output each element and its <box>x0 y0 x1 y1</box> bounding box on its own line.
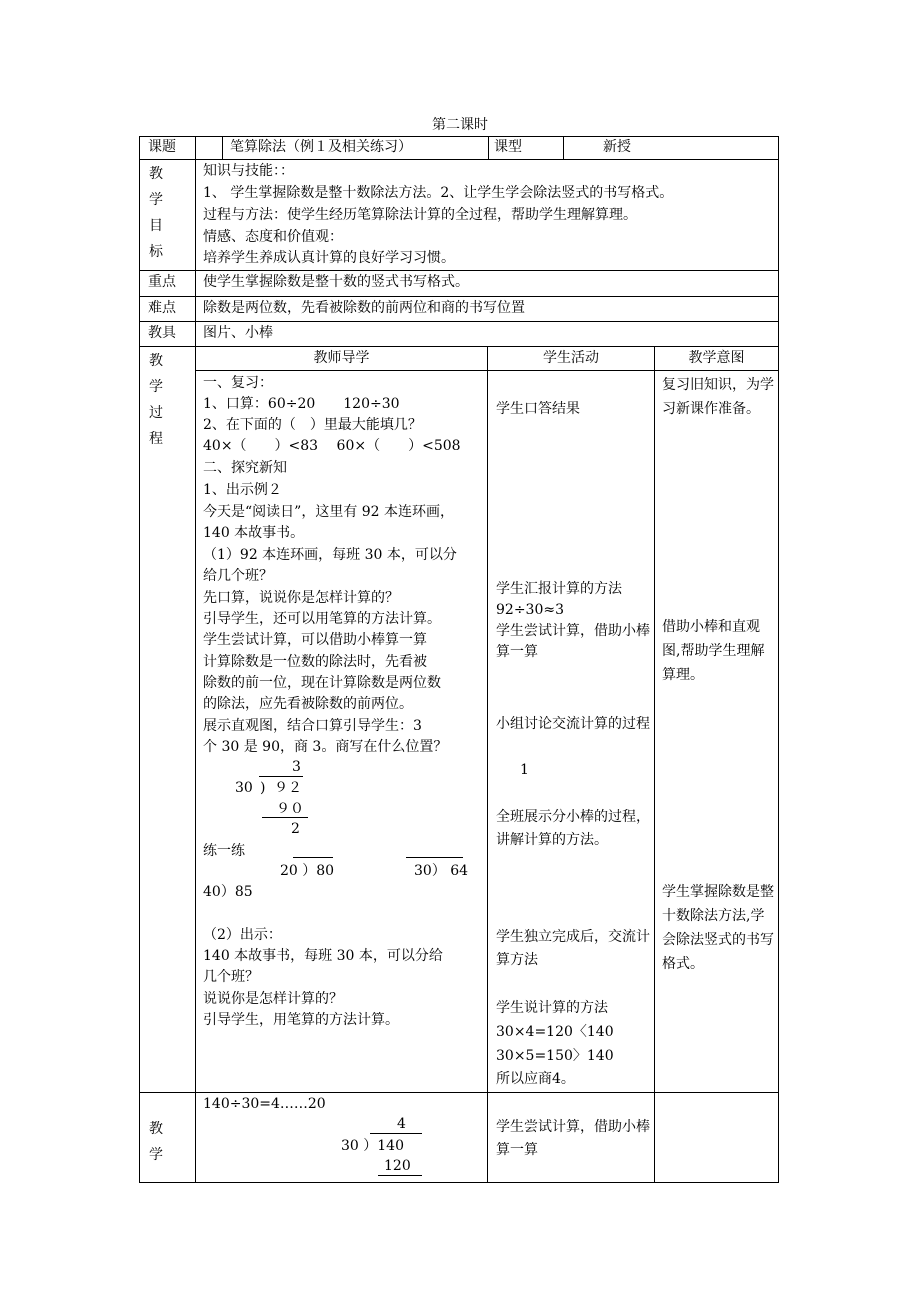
bottom-student-activity: 学生尝试计算，借助小棒算一算 <box>496 1119 650 1158</box>
goals-line: 过程与方法：使学生经历笔算除法计算的全过程，帮助学生理解算理。 <box>203 207 637 223</box>
type-label: 课型 <box>494 139 522 155</box>
teacher-line: 除数的前一位，现在计算除数是两位数 <box>203 675 441 691</box>
page-title: 第二课时 <box>432 117 488 133</box>
division-quotient: 3 <box>292 759 301 775</box>
teacher-line: （1）92 本连环画，每班 30 本，可以分 <box>203 547 457 563</box>
teaching-intent: 复习旧知识，为学习新课作准备。 <box>662 377 774 417</box>
teacher-line: 的除法，应先看被除数的前两位。 <box>203 696 413 712</box>
topic-value: 笔算除法（例１及相关练习） <box>230 139 412 155</box>
col-divider <box>222 136 223 160</box>
teacher-line: 先口算，说说你是怎样计算的？ <box>203 590 399 606</box>
teacher-line: 今天是“阅读日”，这里有 92 本连环画， <box>203 504 455 520</box>
row-divider <box>139 321 779 322</box>
teacher-line: 个 30 是 90，商 3。商写在什么位置？ <box>203 739 448 755</box>
goals-line: 知识与技能：： <box>203 163 294 179</box>
goals-line: 1、 学生掌握除数是整十数除法方法。2、让学生学会除法竖式的书写格式。 <box>203 185 674 201</box>
col-divider <box>488 136 489 160</box>
division-bar <box>370 1133 422 1134</box>
teacher-line: 140 本故事书，每班 30 本，可以分给 <box>203 948 443 964</box>
bottom-equation: 140÷30=4……20 <box>203 1096 326 1112</box>
division-remainder: 2 <box>291 821 300 837</box>
teacher-line: 引导学生，还可以用笔算的方法计算。 <box>203 611 441 627</box>
tools-label: 教具 <box>148 325 176 341</box>
process-label: 教 学 过 程 <box>149 353 163 447</box>
row-divider <box>139 346 779 347</box>
division-bar <box>259 776 303 777</box>
student-column-header: 学生活动 <box>543 350 599 366</box>
student-activity: 92÷30≈3 <box>496 602 564 618</box>
student-activity: 学生说计算的方法 <box>496 1000 608 1016</box>
teacher-line: 140 本故事书。 <box>203 525 305 541</box>
col-divider <box>654 346 655 1183</box>
teaching-intent: 学生掌握除数是整十数除法方法,学会除法竖式的书写格式。 <box>662 884 774 972</box>
bottom-label: 教 学 <box>149 1121 163 1163</box>
teacher-line: （2）出示： <box>203 927 282 943</box>
practice-bar <box>293 857 333 858</box>
student-activity: 学生独立完成后，交流计算方法 <box>496 929 650 968</box>
student-activity: 30×5=150〉140 <box>496 1048 614 1064</box>
teacher-line: 几个班？ <box>203 969 259 985</box>
division-dividend: ９２ <box>274 780 302 796</box>
teacher-line: 展示直观图，结合口算引导学生：3 <box>203 718 422 734</box>
division2-product: 120 <box>384 1158 411 1174</box>
teacher-line: 引导学生，用笔算的方法计算。 <box>203 1012 399 1028</box>
difficulty-label: 难点 <box>148 300 176 316</box>
division2-expression: 30 ）140 <box>341 1138 404 1154</box>
teacher-line: 计算除数是一位数的除法时，先看被 <box>203 654 427 670</box>
student-activity: 所以应商4。 <box>496 1071 575 1087</box>
student-activity: 学生口答结果 <box>496 401 580 417</box>
practice-item: 40）85 <box>203 884 253 900</box>
student-activity: 学生汇报计算的方法 <box>496 581 622 597</box>
col-divider <box>195 159 196 1183</box>
row-divider <box>139 296 779 297</box>
division-bar <box>378 1175 422 1176</box>
student-activity: 30×4=120〈140 <box>496 1024 614 1040</box>
teacher-line: 二、探究新知 <box>203 460 287 476</box>
goals-line: 情感、态度和价值观： <box>203 229 343 245</box>
table-border-bottom <box>139 1182 779 1183</box>
teacher-line: 给几个班？ <box>203 568 273 584</box>
division-product: ９０ <box>276 801 304 817</box>
practice-bar <box>406 857 463 858</box>
topic-label: 课题 <box>148 139 176 155</box>
practice-label: 练一练 <box>203 843 245 859</box>
teacher-line: 1、口算：60÷20 120÷30 <box>203 396 400 412</box>
practice-item: 30） 64 <box>414 863 469 879</box>
student-activity: 小组讨论交流计算的过程 <box>496 716 650 732</box>
row-divider <box>139 270 779 271</box>
tools-value: 图片、小棒 <box>203 325 273 341</box>
practice-item: 20 ）80 <box>280 863 335 879</box>
teacher-line: 学生尝试计算，可以借助小棒算一算 <box>203 632 427 648</box>
goals-label: 教 学 目 标 <box>149 166 163 260</box>
division-divisor: 30 <box>235 780 253 796</box>
col-divider <box>195 136 196 160</box>
table-border-left <box>139 136 140 1183</box>
col-divider <box>487 346 488 1183</box>
type-value: 新授 <box>603 139 631 155</box>
teacher-line: 说说你是怎样计算的？ <box>203 991 343 1007</box>
student-activity: 全班展示分小棒的过程，讲解计算的方法。 <box>496 809 650 848</box>
row-divider <box>139 1092 779 1093</box>
teacher-line: 一、复习： <box>203 375 273 391</box>
student-activity: 1 <box>520 762 529 778</box>
table-border-right <box>778 136 779 1183</box>
goals-line: 培养学生养成认真计算的良好学习习惯。 <box>203 250 455 266</box>
student-activity: 学生尝试计算，借助小棒算一算 <box>496 623 650 660</box>
teaching-intent: 借助小棒和直观图,帮助学生理解算理。 <box>662 619 765 683</box>
difficulty-value: 除数是两位数，先看被除数的前两位和商的书写位置 <box>203 300 525 316</box>
col-divider <box>563 136 564 160</box>
teacher-column-header: 教师导学 <box>313 350 370 366</box>
division-bar <box>262 817 308 818</box>
key-point-value: 使学生掌握除数是整十数的竖式书写格式。 <box>203 274 469 290</box>
row-divider <box>139 159 779 160</box>
teacher-line: 40×（ ）<83 60×（ ）<508 <box>203 438 461 454</box>
teacher-line: 1、出示例２ <box>203 482 282 498</box>
key-point-label: 重点 <box>148 274 176 290</box>
intent-column-header: 教学意图 <box>688 350 745 366</box>
teacher-line: 2、在下面的（ ）里最大能填几？ <box>203 417 422 433</box>
division2-quotient: 4 <box>397 1116 406 1132</box>
division-bracket: ) <box>260 780 266 796</box>
